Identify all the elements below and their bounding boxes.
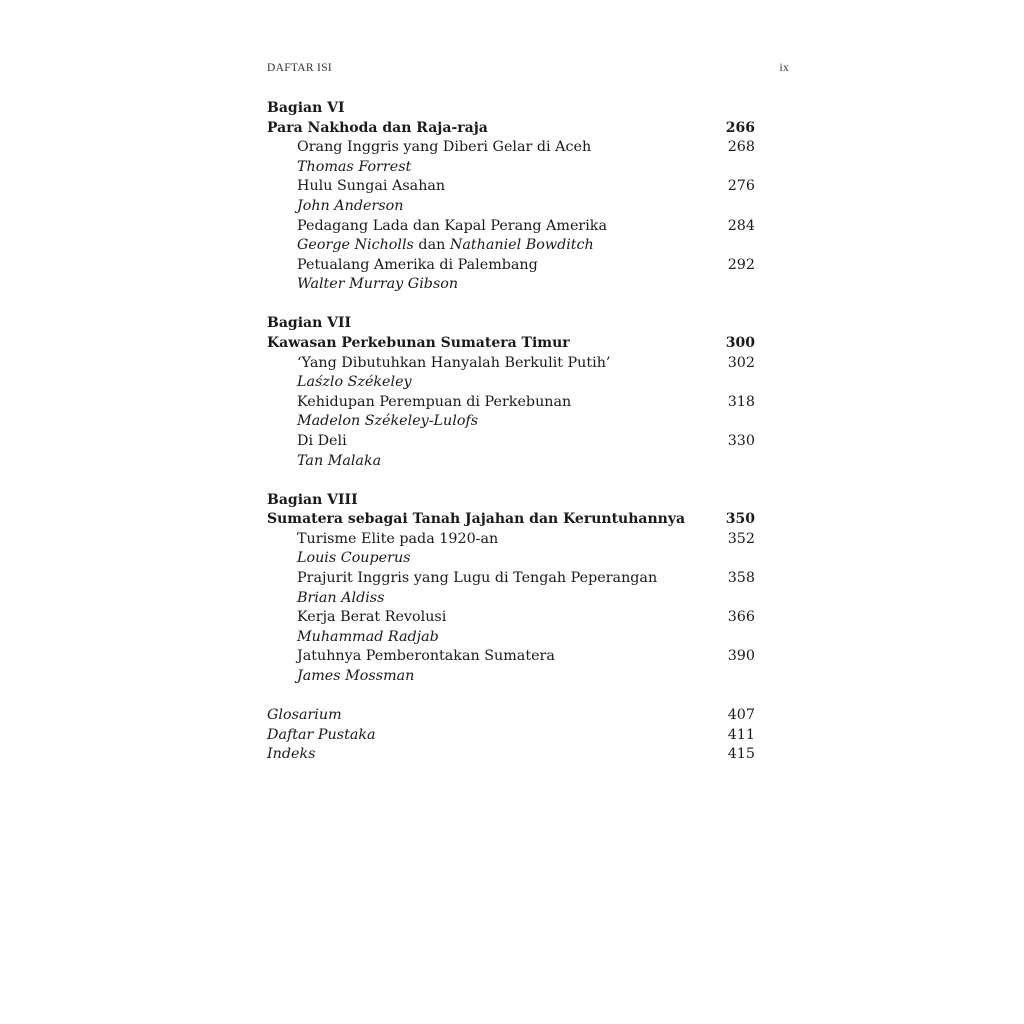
page-number: 300 [725,335,755,352]
chapter-title: Kerja Berat Revolusi 366 [267,608,755,628]
running-head-page-number: ix [779,62,789,74]
chapter-title: Orang Inggris yang Diberi Gelar di Aceh 268 [267,138,755,158]
chapter-author: Brian Aldiss [297,589,385,606]
chapter-author: Muhammad Radjab [297,628,439,645]
page-number: 407 [727,707,755,724]
page-number: 350 [725,511,755,528]
page-number: 284 [727,217,755,234]
back-matter-daftar-pustaka: Daftar Pustaka 411 [267,726,755,746]
section-gap [267,687,755,707]
part-title: Kawasan Perkebunan Sumatera Timur 300 [267,334,755,354]
page-number: 302 [727,354,755,371]
page-number: 268 [727,139,755,156]
chapter-author: James Mossman [297,668,415,685]
chapter-author: Thomas Forrest [297,158,412,175]
chapter-author: Laśzlo Székeley [297,374,412,391]
page-number: 352 [727,530,755,547]
chapter-title: Prajurit Inggris yang Lugu di Tengah Peperangan 358 [267,569,755,589]
chapter-title: Jatuhnya Pemberontakan Sumatera 390 [267,647,755,667]
chapter-author: Madelon Székeley-Lulofs [297,413,479,430]
running-head-title: DAFTAR ISI [267,62,333,74]
chapter-title: ‘Yang Dibutuhkan Hanyalah Berkulit Putih’ 302 [267,354,755,374]
chapter-author: George Nicholls dan Nathaniel Bowditch [297,237,594,254]
section-gap [267,295,755,315]
page-number: 366 [727,609,755,626]
part-label: Bagian VIII [267,491,358,508]
part-title: Sumatera sebagai Tanah Jajahan dan Keruntuhannya 350 [267,510,755,530]
chapter-title: Kehidupan Perempuan di Perkebunan 318 [267,393,755,413]
chapter-title: Turisme Elite pada 1920-an 352 [267,530,755,550]
page-number: 411 [727,726,755,743]
page-number: 390 [727,648,755,665]
table-of-contents [267,99,755,765]
running-head [267,62,789,78]
chapter-title: Pedagang Lada dan Kapal Perang Amerika 284 [267,217,755,237]
page-number: 292 [727,256,755,273]
section-gap [267,471,755,491]
page-number: 358 [727,570,755,587]
chapter-title: Di Deli 330 [267,432,755,452]
back-matter-indeks: Indeks 415 [267,745,755,765]
part-title: Para Nakhoda dan Raja-raja 266 [267,119,755,139]
page-number: 318 [727,393,755,410]
page-number: 415 [727,746,755,763]
chapter-title: Hulu Sungai Asahan 276 [267,177,755,197]
chapter-author: Walter Murray Gibson [297,276,459,293]
back-matter-glosarium: Glosarium 407 [267,706,755,726]
page-number: 330 [727,433,755,449]
chapter-title: Petualang Amerika di Palembang 292 [267,256,755,276]
part-label: Bagian VII [267,315,352,332]
chapter-author: Louis Couperus [297,550,411,567]
chapter-author: John Anderson [297,197,404,214]
page-number: 276 [727,178,755,195]
page-number: 266 [725,119,755,136]
chapter-author: Tan Malaka [297,452,382,469]
part-label: Bagian VI [267,100,345,116]
